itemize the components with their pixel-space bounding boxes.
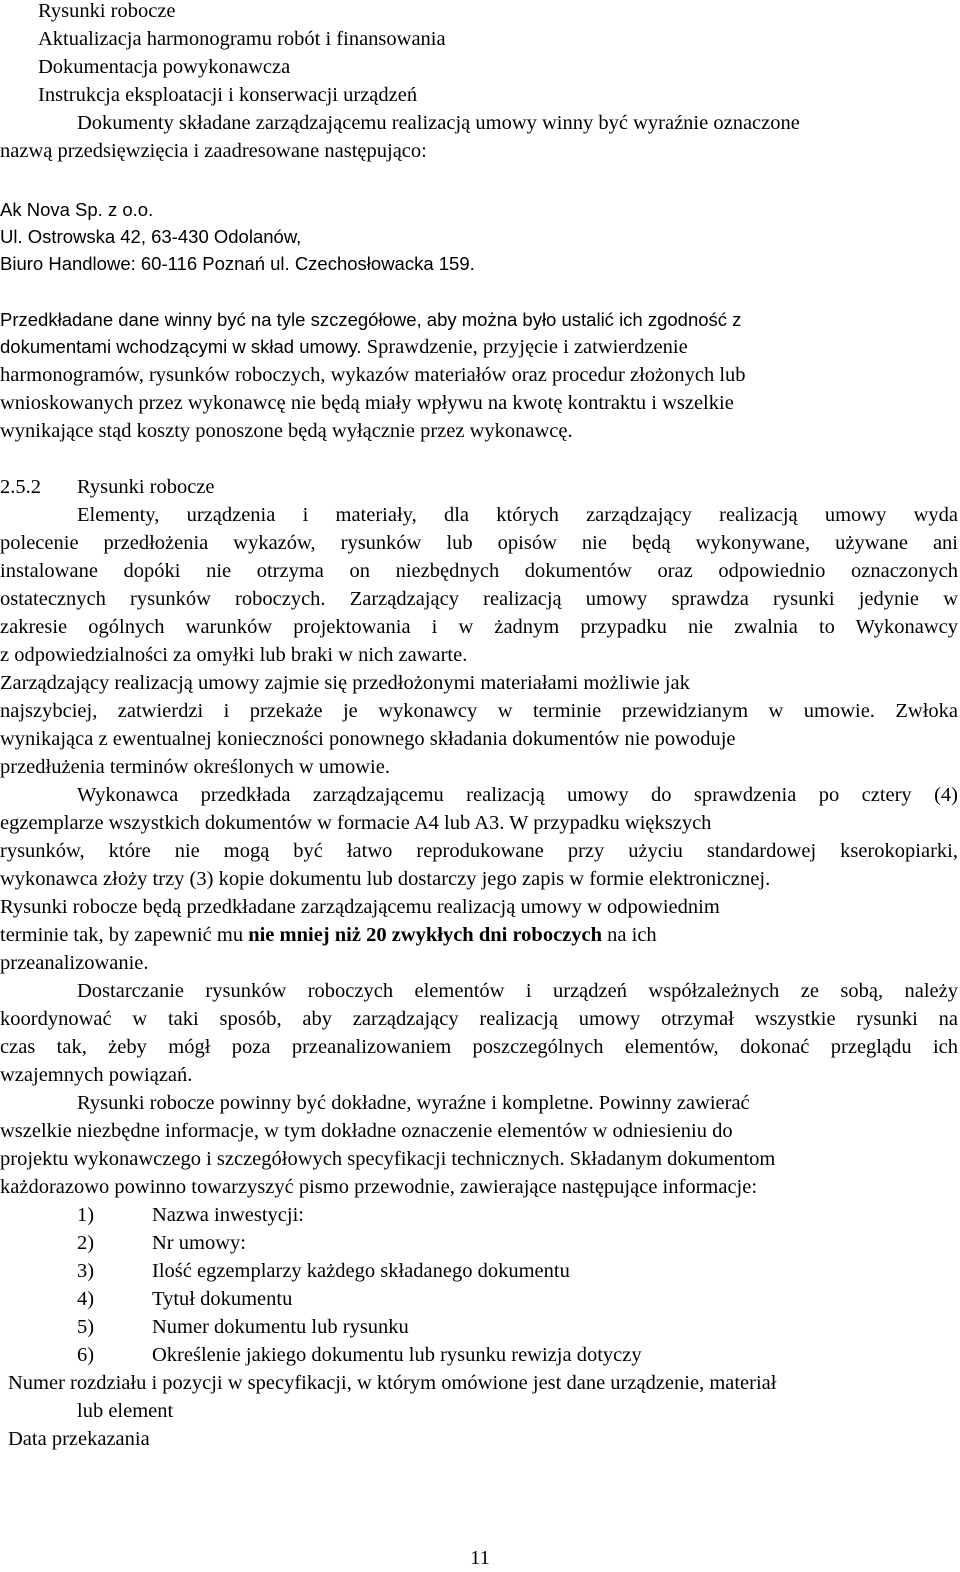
- paragraph-line: czas tak, żeby mógł poza przeanalizowaniem poszczególnych elementów, dokonać przeglądu ich: [0, 1036, 958, 1058]
- paragraph-line: każdorazowo powinno towarzyszyć pismo przewodnie, zawierające następujące informacje:: [0, 1176, 758, 1198]
- paragraph-line: wynikająca z ewentualnej konieczności ponownego składania dokumentów nie powoduje: [0, 728, 736, 750]
- paragraph-line: wzajemnych powiązań.: [0, 1064, 193, 1086]
- paragraph-line: najszybciej, zatwierdzi i przekaże je wykonawcy w terminie przewidzianym w umowie. Zwłoka: [0, 700, 958, 722]
- list-item: Ilość egzemplarzy każdego składanego dokumentu: [152, 1260, 570, 1282]
- paragraph-line: z odpowiedzialności za omyłki lub braki w nich zawarte.: [0, 644, 468, 666]
- paragraph-line: rysunków, które nie mogą być łatwo reprodukowane przy użyciu standardowej kserokopiarki,: [0, 840, 958, 862]
- list-item: Nazwa inwestycji:: [152, 1204, 304, 1226]
- paragraph-line: projektu wykonawczego i szczegółowych specyfikacji technicznych. Składanym dokumentom: [0, 1148, 776, 1170]
- paragraph-line: przeanalizowanie.: [0, 952, 149, 974]
- paragraph-line: przedłużenia terminów określonych w umowie.: [0, 756, 390, 778]
- address-line: Biuro Handlowe: 60-116 Poznań ul. Czechosłowacka 159.: [0, 253, 475, 274]
- paragraph-line: Dokumenty składane zarządzającemu realizacją umowy winny być wyraźnie oznaczone: [77, 112, 800, 134]
- list-item: Dokumentacja powykonawcza: [38, 56, 291, 78]
- paragraph-line: Przedkładane dane winny być na tyle szczegółowe, aby można było ustalić ich zgodność z: [0, 309, 742, 330]
- list-item: Numer dokumentu lub rysunku: [152, 1316, 409, 1338]
- paragraph-line: Wykonawca przedkłada zarządzającemu realizacją umowy do sprawdzenia po cztery (4): [77, 784, 958, 806]
- paragraph-line: Elementy, urządzenia i materiały, dla których zarządzający realizacją umowy wyda: [77, 504, 958, 526]
- paragraph-line: harmonogramów, rysunków roboczych, wykazów materiałów oraz procedur złożonych lub: [0, 364, 746, 386]
- list-item: Data przekazania: [8, 1428, 150, 1450]
- paragraph-line: wnioskowanych przez wykonawcę nie będą miały wpływu na kwotę kontraktu i wszelkie: [0, 392, 734, 414]
- list-item: Numer rozdziału i pozycji w specyfikacji, w którym omówione jest dane urządzenie, materiał: [8, 1372, 777, 1394]
- paragraph-line: ostatecznych rysunków roboczych. Zarządzający realizacją umowy sprawdza rysunki jedynie w: [0, 588, 958, 610]
- address-line: Ak Nova Sp. z o.o.: [0, 199, 154, 220]
- list-number: 4): [77, 1288, 95, 1310]
- paragraph-line: nazwą przedsięwzięcia i zaadresowane następująco:: [0, 140, 427, 162]
- list-number: 6): [77, 1344, 95, 1366]
- paragraph-line: Rysunki robocze będą przedkładane zarządzającemu realizacją umowy w odpowiednim: [0, 896, 720, 918]
- paragraph-line: polecenie przedłożenia wykazów, rysunków lub opisów nie będą wykonywane, używane ani: [0, 532, 958, 554]
- page-number: 11: [470, 1547, 490, 1569]
- address-line: Ul. Ostrowska 42, 63-430 Odolanów,: [0, 226, 302, 247]
- paragraph-line: wykonawca złoży trzy (3) kopie dokumentu lub dostarczy jego zapis w formie elektronicznej.: [0, 868, 771, 890]
- list-number: 1): [77, 1204, 95, 1226]
- section-number: 2.5.2: [0, 476, 41, 498]
- paragraph-line: egzemplarze wszystkich dokumentów w formacie A4 lub A3. W przypadku większych: [0, 812, 712, 834]
- paragraph-line: wszelkie niezbędne informacje, w tym dokładne oznaczenie elementów w odniesieniu do: [0, 1120, 733, 1142]
- list-number: 2): [77, 1232, 95, 1254]
- paragraph-line: Rysunki robocze powinny być dokładne, wyraźne i kompletne. Powinny zawierać: [77, 1092, 750, 1114]
- list-item: Instrukcja eksploatacji i konserwacji urządzeń: [38, 84, 418, 106]
- list-item: Określenie jakiego dokumentu lub rysunku rewizja dotyczy: [152, 1344, 642, 1366]
- list-item: Tytuł dokumentu: [152, 1288, 293, 1310]
- paragraph-line: zakresie ogólnych warunków projektowania i w żadnym przypadku nie zwalnia to Wykonawcy: [0, 616, 958, 638]
- paragraph-line: wynikające stąd koszty ponoszone będą wyłącznie przez wykonawcę.: [0, 420, 573, 442]
- paragraph-line: Dostarczanie rysunków roboczych elementów i urządzeń współzależnych ze sobą, należy: [77, 980, 958, 1002]
- paragraph-line: dokumentami wchodzącymi w skład umowy. Sprawdzenie, przyjęcie i zatwierdzenie: [0, 336, 688, 358]
- list-item: Nr umowy:: [152, 1232, 246, 1254]
- list-item: lub element: [77, 1400, 174, 1422]
- list-number: 5): [77, 1316, 95, 1338]
- paragraph-line: koordynować w taki sposób, aby zarządzający realizacją umowy otrzymał wszystkie rysunki na: [0, 1008, 958, 1030]
- paragraph-line: Zarządzający realizacją umowy zajmie się przedłożonymi materiałami możliwie jak: [0, 672, 690, 694]
- section-title: Rysunki robocze: [77, 476, 215, 498]
- list-number: 3): [77, 1260, 95, 1282]
- list-item: Aktualizacja harmonogramu robót i finansowania: [38, 28, 446, 50]
- emphasis: nie mniej niż 20 zwykłych dni roboczych: [248, 924, 603, 946]
- list-item: Rysunki robocze: [38, 0, 176, 22]
- paragraph-line: instalowane dopóki nie otrzyma on niezbędnych dokumentów oraz odpowiednio oznaczonych: [0, 560, 958, 582]
- paragraph-line: terminie tak, by zapewnić mu nie mniej niż 20 zwykłych dni roboczych na ich: [0, 924, 657, 946]
